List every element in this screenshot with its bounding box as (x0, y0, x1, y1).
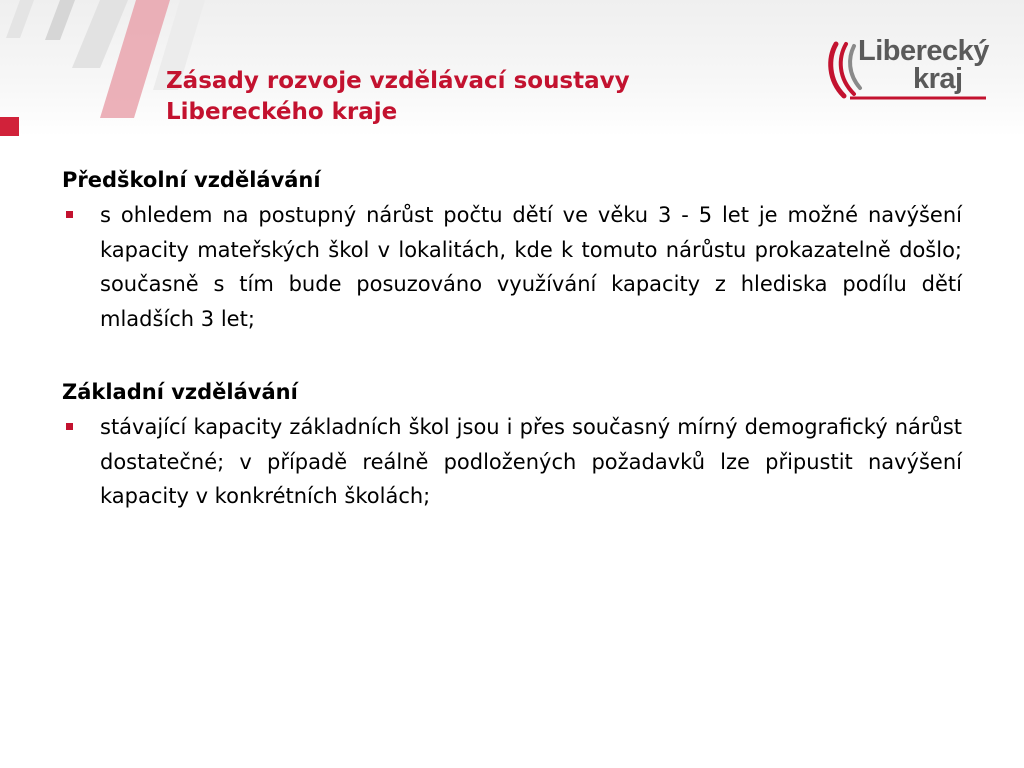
slide-title (166, 66, 806, 128)
section-gap (62, 336, 962, 374)
slide-title-line2: Libereckého kraje (166, 99, 398, 125)
section-heading-preschool: Předškolní vzdělávání (62, 168, 321, 192)
stripe-gray-1 (45, 0, 75, 40)
bullet-text-elementary: stávající kapacity základních škol jsou i přes současný mírný demografický nárůst dostatečné; v případě reálně podložených požadavků lze připustit navýšení kapacity v konkrétních školách; (100, 415, 962, 508)
bullet-text-preschool: s ohledem na postupný nárůst počtu dětí ve věku 3 - 5 let je možné navýšení kapacity mateřských škol v lokalitách, kde k tomuto nárůstu prokazatelně došlo; současně s tím bude posuzováno využívání kapacity z hlediska podílu dětí mladších 3 let; (100, 203, 962, 331)
left-red-block (0, 117, 19, 136)
bullet-square-icon (62, 410, 100, 444)
logo-wordmark (858, 37, 989, 93)
slide-content (62, 162, 962, 514)
stripe-gray-4 (6, 0, 34, 38)
bullet-square-icon (62, 198, 100, 232)
bullet-item (62, 198, 962, 336)
slide-title-line1: Zásady rozvoje vzdělávací soustavy (166, 68, 630, 94)
logo-line2: kraj (913, 63, 963, 95)
section-heading-elementary: Základní vzdělávání (62, 380, 298, 404)
logo-line1: Liberecký (858, 35, 989, 67)
bullet-item (62, 410, 962, 514)
